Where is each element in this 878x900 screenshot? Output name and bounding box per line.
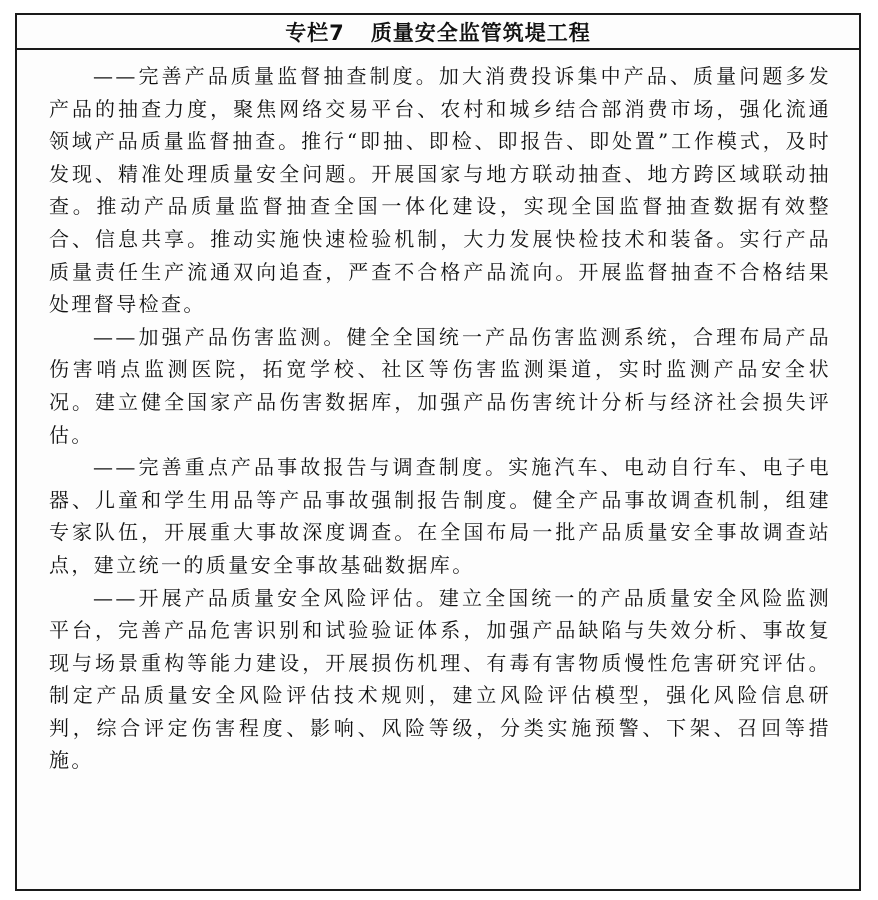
- paragraph-sampling-inspection: ——完善产品质量监督抽查制度。加大消费投诉集中产品、质量问题多发产品的抽查力度，聚焦网络交易平台、农村和城乡结合部消费市场，强化流通领域产品质量监督抽查。推行“即抽、即检、即报告、即处置”工作模式，及时发现、精准处理质量安全问题。开展国家与地方联动抽查、地方跨区域联动抽查。推动产品质量监督抽查全国一体化建设，实现全国监督抽查数据有效整合、信息共享。推动实施快速检验机制，大力发展快检技术和装备。实行产品质量责任生产流通双向追查，严查不合格产品流向。开展监督抽查不合格结果处理督导检查。: [49, 64, 831, 317]
- box-title: 质量安全监管筑堤工程: [370, 20, 591, 45]
- box-label: 专栏7: [285, 20, 345, 45]
- paragraph-risk-assessment: ——开展产品质量安全风险评估。建立全国统一的产品质量安全风险监测平台，完善产品危害识别和试验验证体系，加强产品缺陷与失效分析、事故复现与场景重构等能力建设，开展损伤机理、有毒有害物质慢性危害研究评估。制定产品质量安全风险评估技术规则，建立风险评估模型，强化风险信息研判，综合评定伤害程度、影响、风险等级，分类实施预警、下架、召回等措施。: [49, 585, 831, 773]
- box-title-bar: [17, 15, 859, 50]
- column-box: [15, 13, 861, 891]
- box-content: [17, 50, 859, 777]
- paragraph-accident-reporting: ——完善重点产品事故报告与调查制度。实施汽车、电动自行车、电子电器、儿童和学生用品等产品事故强制报告制度。健全产品事故调查机制，组建专家队伍，开展重大事故深度调查。在全国布局一批产品质量安全事故调查站点，建立统一的质量安全事故基础数据库。: [49, 455, 831, 577]
- paragraph-injury-monitoring: ——加强产品伤害监测。健全全国统一产品伤害监测系统，合理布局产品伤害哨点监测医院，拓宽学校、社区等伤害监测渠道，实时监测产品安全状况。建立健全国家产品伤害数据库，加强产品伤害统计分析与经济社会损失评估。: [49, 324, 831, 447]
